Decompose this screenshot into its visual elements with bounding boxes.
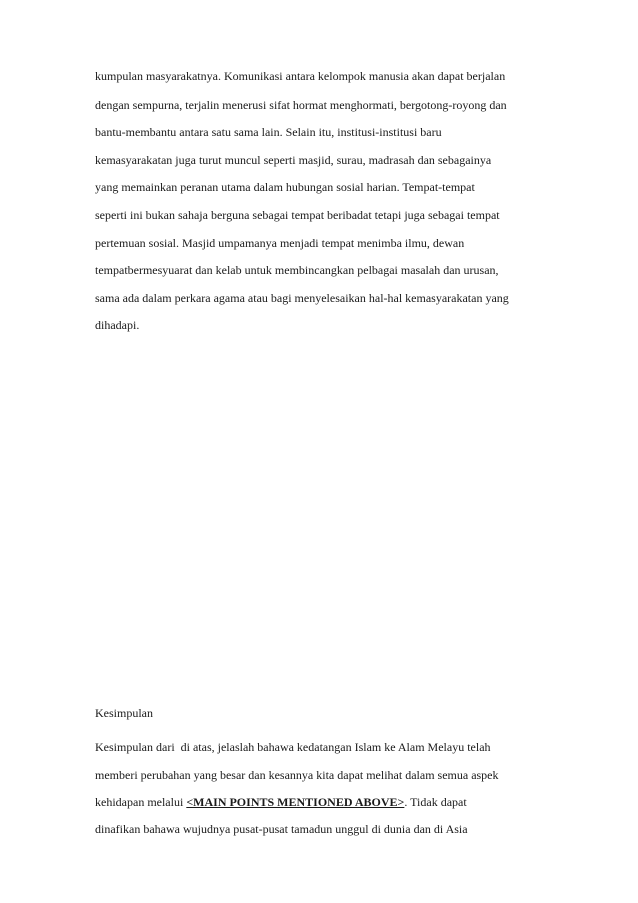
paragraph-line: sama ada dalam perkara agama atau bagi menyelesaikan hal-hal kemasyarakatan yang bbox=[95, 291, 509, 305]
paragraph-line: dengan sempurna, terjalin menerusi sifat hormat menghormati, bergotong-royong dan bbox=[95, 98, 507, 112]
paragraph-line: bantu-membantu antara satu sama lain. Selain itu, institusi-institusi baru bbox=[95, 125, 442, 139]
paragraph-line: dihadapi. bbox=[95, 318, 140, 332]
conclusion-line-prefix: kehidapan melalui bbox=[95, 795, 187, 809]
conclusion-line-suffix: . Tidak dapat bbox=[404, 795, 467, 809]
conclusion-line: memberi perubahan yang besar dan kesannya kita dapat melihat dalam semua aspek bbox=[95, 768, 499, 782]
paragraph-line: seperti ini bukan sahaja berguna sebagai tempat beribadat tetapi juga sebagai tempat bbox=[95, 208, 500, 222]
conclusion-line: Kesimpulan dari di atas, jelaslah bahawa kedatangan Islam ke Alam Melayu telah bbox=[95, 740, 491, 754]
conclusion-line: dinafikan bahawa wujudnya pusat-pusat tamadun unggul di dunia dan di Asia bbox=[95, 822, 468, 836]
paragraph-line: yang memainkan peranan utama dalam hubungan sosial harian. Tempat-tempat bbox=[95, 180, 475, 194]
paragraph-line: kemasyarakatan juga turut muncul seperti masjid, surau, madrasah dan sebagainya bbox=[95, 153, 492, 167]
placeholder-emphasis: <MAIN POINTS MENTIONED ABOVE> bbox=[186, 795, 405, 809]
section-heading: Kesimpulan bbox=[95, 706, 153, 720]
paragraph-line: kumpulan masyarakatnya. Komunikasi antara kelompok manusia akan dapat berjalan bbox=[95, 69, 506, 83]
conclusion-line bbox=[95, 795, 467, 810]
paragraph-line: pertemuan sosial. Masjid umpamanya menjadi tempat menimba ilmu, dewan bbox=[95, 236, 465, 250]
paragraph-line: tempatbermesyuarat dan kelab untuk membincangkan pelbagai masalah dan urusan, bbox=[95, 263, 499, 277]
